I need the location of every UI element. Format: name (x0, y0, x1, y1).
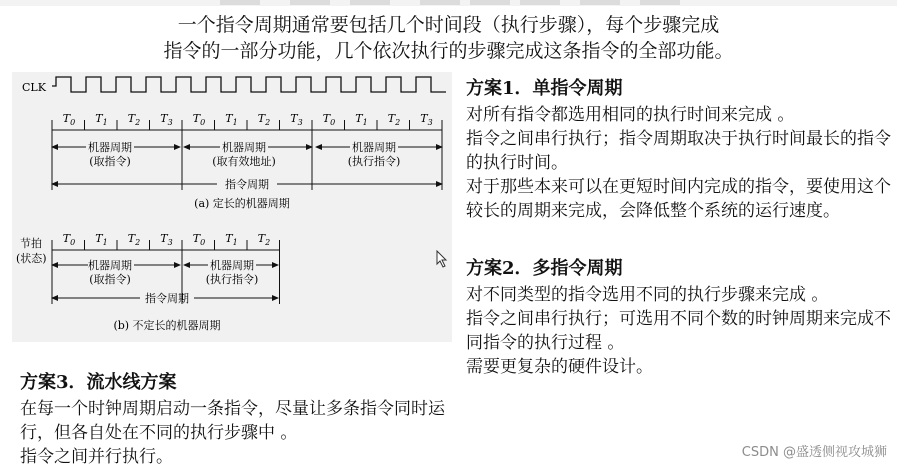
machine-cycle-sub: (取指令) (89, 155, 131, 168)
beat-label: 节拍 (20, 237, 42, 250)
t-state-label: $T_3$ (420, 112, 433, 127)
t-state-label: $T_2$ (257, 232, 271, 247)
t-state-label: $T_0$ (62, 112, 76, 127)
machine-cycle-label: 机器周期 (210, 259, 254, 272)
t-state-label: $T_2$ (127, 112, 141, 127)
t-state-label: $T_1$ (225, 112, 238, 127)
machine-cycle-sub: (取有效地址) (212, 155, 276, 168)
plan2-line: 对不同类型的指令选用不同的执行步骤来完成 。 (466, 285, 829, 305)
plan2-section (466, 257, 891, 379)
caption-b: (b) 不定长的机器周期 (113, 319, 221, 332)
timing-figure (12, 72, 452, 342)
instruction-cycle-label: 指令周期 (225, 178, 269, 191)
intro-line-2: 指令的一部分功能，几个依次执行的步骤完成这条指令的全部功能。 (163, 40, 734, 62)
clock-waveform (52, 77, 446, 92)
intro-line-1: 一个指令周期通常要包括几个时间段（执行步骤），每个步骤完成 (177, 14, 720, 36)
machine-cycle-label: 机器周期 (222, 141, 266, 154)
t-state-label: $T_3$ (160, 232, 173, 247)
plan3-section (20, 371, 450, 469)
caption-a: (a) 定长的机器周期 (194, 197, 290, 210)
machine-cycle-label: 机器周期 (88, 259, 132, 272)
state-label: (状态) (16, 252, 47, 265)
t-state-label: $T_1$ (225, 232, 238, 247)
t-state-label: $T_1$ (95, 112, 108, 127)
machine-cycle-sub: (执行指令) (347, 155, 401, 168)
plan1-line: 对于那些本来可以在更短时间内完成的指令，要使用这个较长的周期来完成，会降低整个系统的运行速度。 (466, 177, 891, 221)
t-state-label: $T_2$ (127, 232, 141, 247)
machine-cycle-row-b (52, 258, 278, 286)
plan1-line: 对所有指令都选用相同的执行时间来完成 。 (466, 105, 795, 125)
instruction-cycle-row-b (52, 291, 278, 305)
plan1-line: 指令之间串行执行；指令周期取决于执行时间最长的指令的执行时间。 (466, 129, 891, 173)
plan3-line: 指令之间并行执行。 (20, 447, 173, 467)
t-state-label: $T_1$ (95, 232, 108, 247)
machine-cycle-sub: (执行指令) (205, 273, 259, 286)
clk-label: CLK (22, 81, 46, 94)
t-state-label: $T_0$ (62, 232, 76, 247)
plan2-line: 指令之间串行执行；可选用不同个数的时钟周期来完成不同指令的执行过程 。 (466, 309, 891, 353)
plan1-section (466, 77, 891, 223)
machine-cycle-row-a (52, 140, 442, 168)
t-state-label: $T_2$ (257, 112, 271, 127)
t-state-label: $T_1$ (355, 112, 368, 127)
machine-cycle-label: 机器周期 (88, 141, 132, 154)
t-state-label: $T_3$ (290, 112, 303, 127)
t-state-label: $T_0$ (322, 112, 336, 127)
t-state-label: $T_3$ (160, 112, 173, 127)
t-state-label: $T_2$ (387, 112, 401, 127)
plan2-line: 需要更复杂的硬件设计。 (466, 357, 653, 377)
machine-cycle-label: 机器周期 (352, 141, 396, 154)
plan3-title: 方案3．流水线方案 (20, 372, 177, 393)
watermark: CSDN @盛透侧视攻城狮 (741, 445, 887, 460)
plan3-line: 在每一个时钟周期启动一条指令，尽量让多条指令同时运行，但各自处在不同的执行步骤中 。 (20, 399, 445, 443)
instruction-cycle-row-a (52, 177, 442, 191)
t-state-label: $T_0$ (192, 232, 206, 247)
plan1-title: 方案1．单指令周期 (466, 78, 623, 99)
plan2-title: 方案2．多指令周期 (466, 258, 623, 279)
timing-diagram (12, 72, 452, 342)
t-state-label: $T_0$ (192, 112, 206, 127)
intro-text (0, 12, 897, 64)
mouse-cursor-icon (436, 250, 450, 268)
top-strip (0, 0, 897, 6)
machine-cycle-sub: (取指令) (89, 273, 131, 286)
instruction-cycle-label: 指令周期 (145, 292, 189, 305)
